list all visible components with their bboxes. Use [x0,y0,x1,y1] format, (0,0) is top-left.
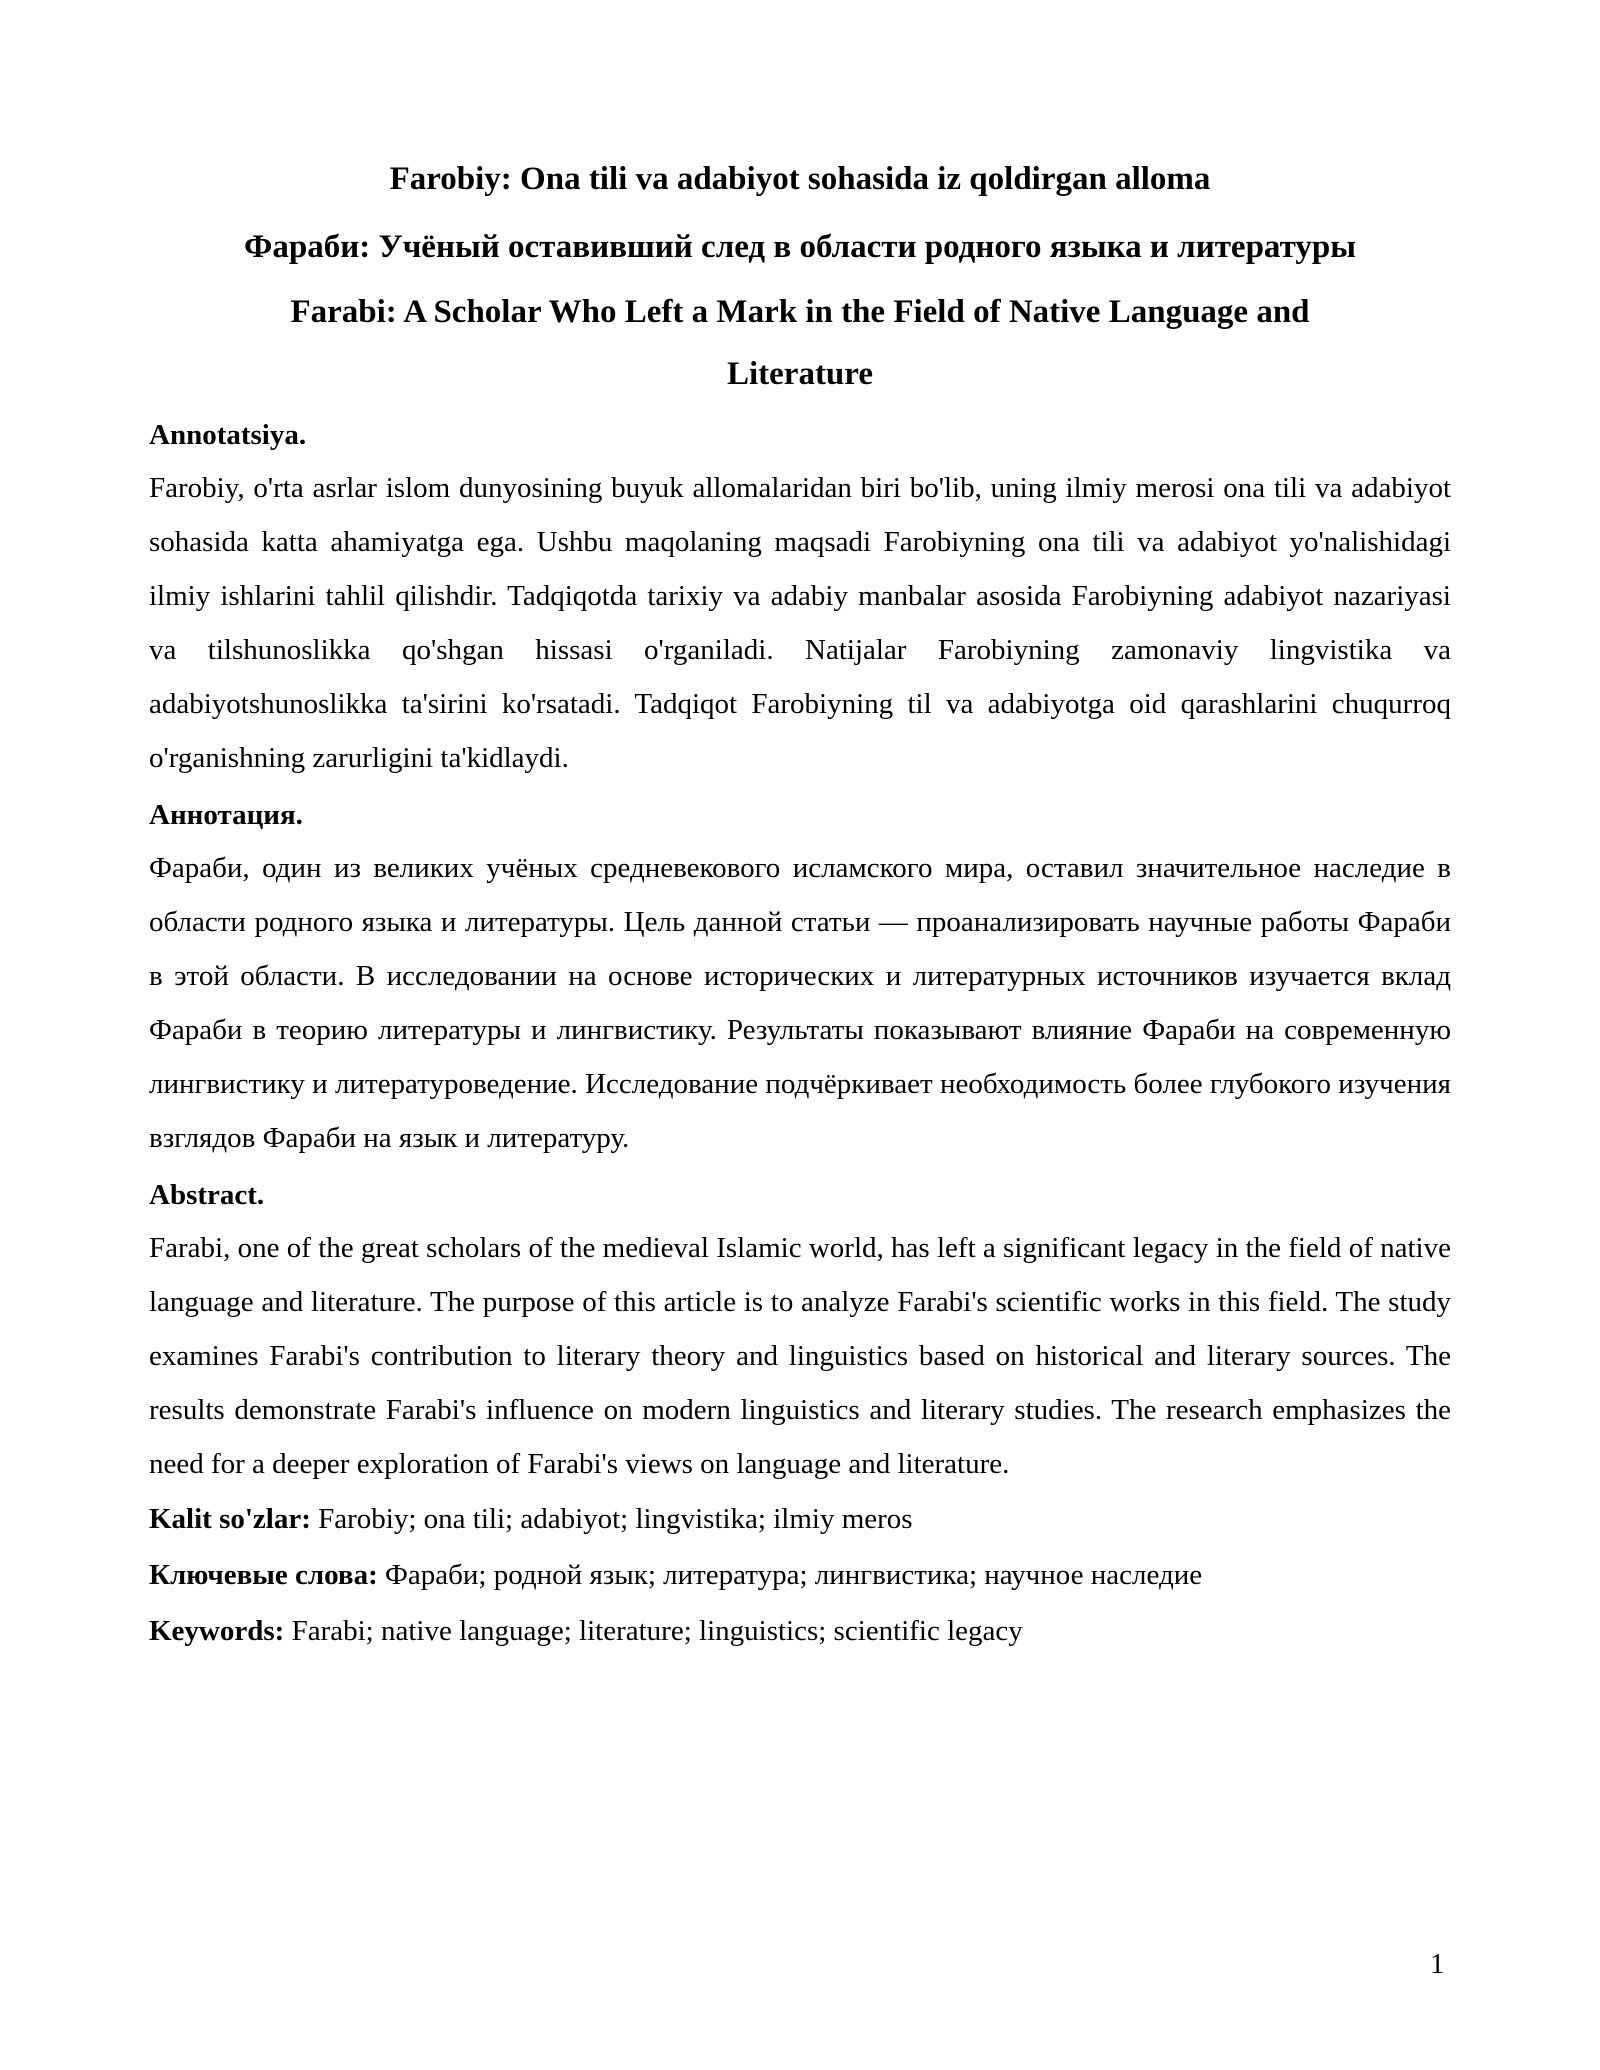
keywords-uzbek [149,1499,1451,1539]
title-english-line-1: Farabi: A Scholar Who Left a Mark in the Field of Native Language and [290,294,1310,330]
page-number: 1 [1430,1948,1445,1980]
title-block [149,145,1451,405]
annotation-russian-text: Фараби, один из великих учёных средневекового исламского мира, оставил значительное наследие в области родного языка и литературы. Цель данной статьи — проанализировать научные работы Фараби в этой области. В исследовании на основе исторических и литературных источников изучается вклад Фараби в теорию литературы и лингвистику. Результаты показывают влияние Фараби на современную лингвистику и литературоведение. Исследование подчёркивает необходимость более глубокого изучения взглядов Фараби на язык и литературу. [149,852,1451,1154]
keywords-uzbek-label: Kalit so'zlar: [149,1503,311,1535]
document-page [149,145,1451,1667]
keywords-english-label: Keywords: [149,1615,285,1647]
annotation-uzbek-text: Farobiy, o'rta asrlar islom dunyosining buyuk allomalaridan biri bo'lib, uning ilmiy merosi ona tili va adabiyot sohasida katta ahamiyatga ega. Ushbu maqolaning maqsadi Farobiyning ona tili va adabiyot yo'nalishidagi ilmiy ishlarini tahlil qilishdir. Tadqiqotda tarixiy va adabiy manbalar asosida Farobiyning adabiyot nazariyasi va tilshunoslikka qo'shgan hissasi o'rganiladi. Natijalar Farobiyning zamonaviy lingvistika va adabiyotshunoslikka ta'sirini ko'rsatadi. Tadqiqot Farobiyning til va adabiyotga oid qarashlarini chuqurroq o'rganishning zarurligini ta'kidlaydi. [149,472,1451,774]
title-russian: Фараби: Учёный оставивший след в области родного языка и литературы [244,229,1356,265]
keywords-english [149,1611,1451,1651]
keywords-russian-label: Ключевые слова: [149,1559,378,1591]
annotation-russian-heading: Аннотация. [149,799,303,831]
keywords-russian [149,1555,1451,1595]
keywords-english-list: Farabi; native language; literature; linguistics; scientific legacy [284,1615,1023,1647]
annotation-uzbek-heading: Annotatsiya. [149,419,307,451]
title-uzbek: Farobiy: Ona tili va adabiyot sohasida iz qoldirgan alloma [389,161,1211,197]
abstract-english-heading: Abstract. [149,1179,265,1211]
title-english-line-2: Literature [726,356,873,392]
keywords-uzbek-list: Farobiy; ona tili; adabiyot; lingvistika; ilmiy meros [310,1503,913,1535]
abstract-english-text: Farabi, one of the great scholars of the medieval Islamic world, has left a significant legacy in the field of native language and literature. The purpose of this article is to analyze Farabi's scientific works in this field. The study examines Farabi's contribution to literary theory and linguistics based on historical and literary sources. The results demonstrate Farabi's influence on modern linguistics and literary studies. The research emphasizes the need for a deeper exploration of Farabi's views on language and literature. [149,1232,1451,1480]
keywords-russian-list: Фараби; родной язык; литература; лингвистика; научное наследие [377,1559,1203,1591]
